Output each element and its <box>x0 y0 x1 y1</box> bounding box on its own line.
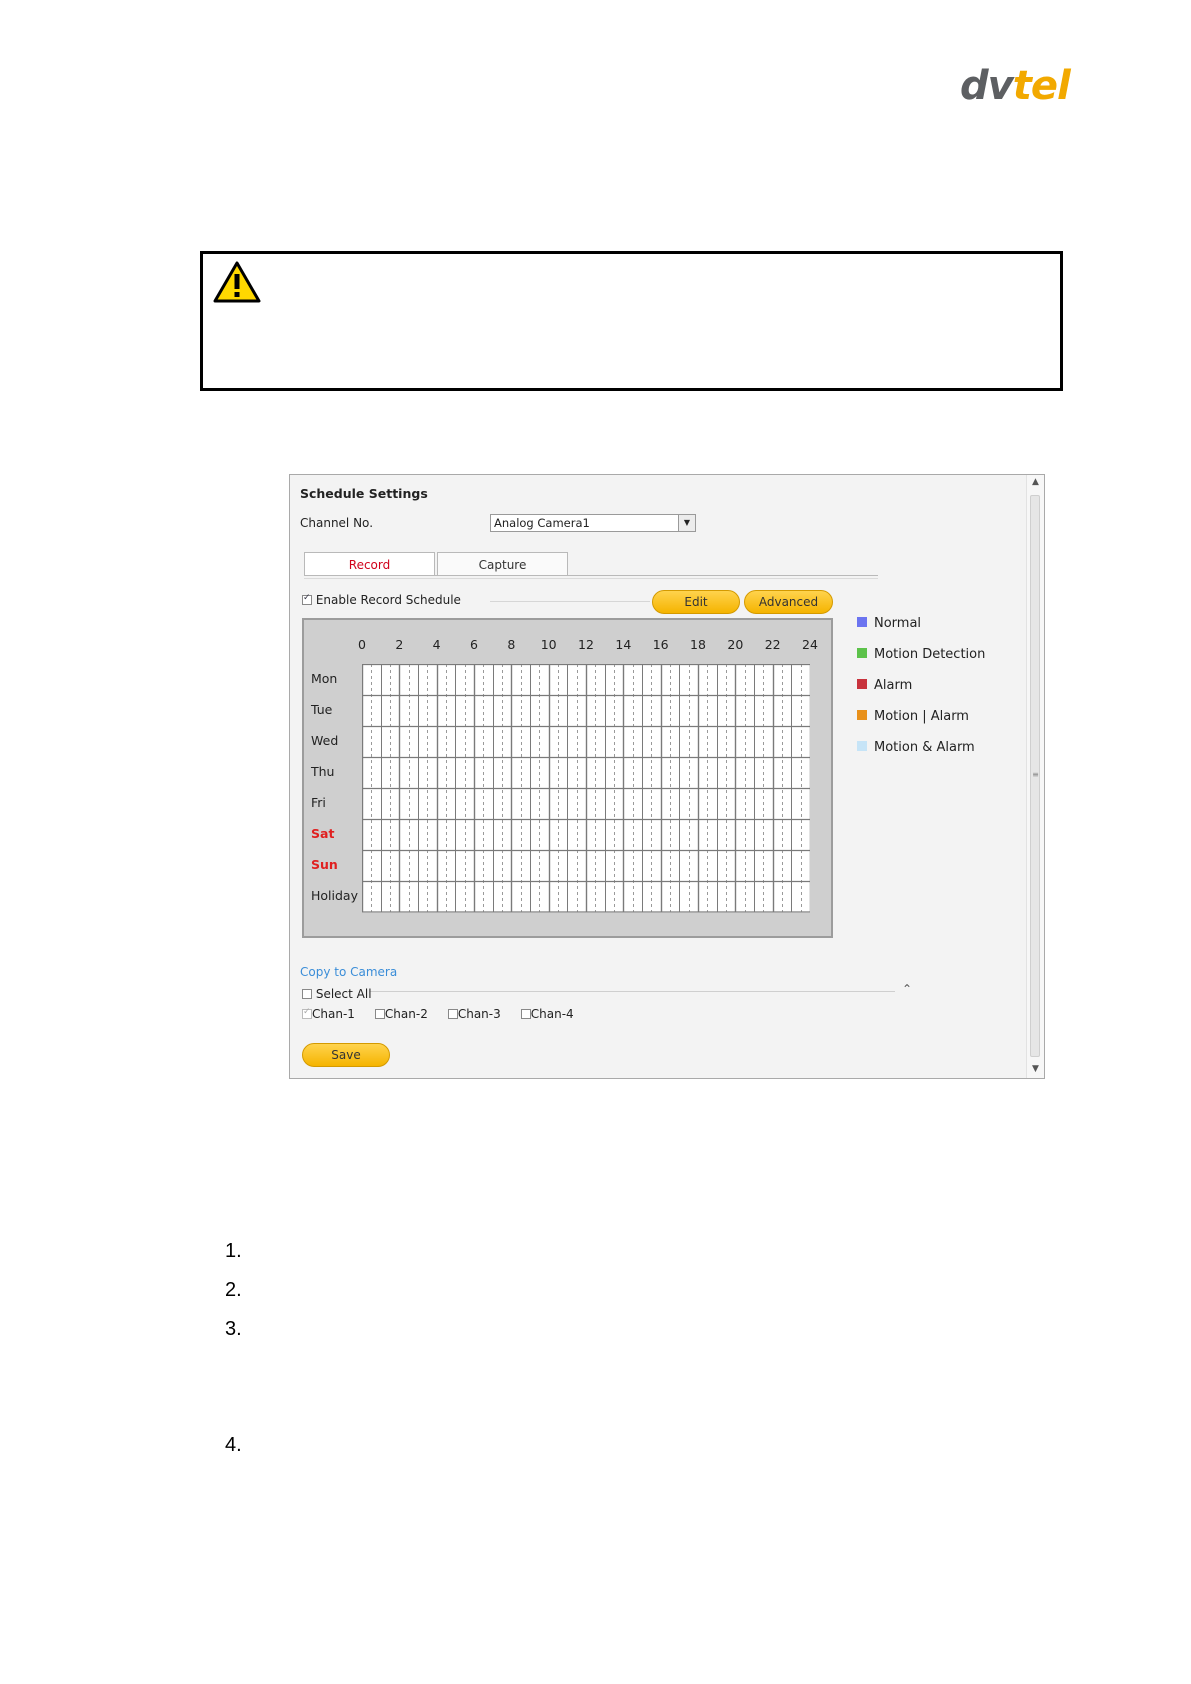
legend-label: Motion | Alarm <box>874 709 969 724</box>
legend-item <box>857 616 921 631</box>
legend-swatch <box>857 617 867 627</box>
select-all-checkbox[interactable] <box>302 989 312 999</box>
enable-divider <box>490 601 650 602</box>
day-label: Mon <box>311 671 338 686</box>
hour-label: 8 <box>507 637 516 652</box>
step-number: 3. <box>225 1318 242 1340</box>
channel-checkbox[interactable] <box>521 1009 531 1019</box>
hour-label: 6 <box>470 637 478 652</box>
hour-label: 12 <box>578 637 594 652</box>
schedule-settings-panel <box>289 474 1045 1079</box>
channel-checkbox <box>302 1009 312 1019</box>
enable-record-schedule[interactable] <box>302 593 461 607</box>
tab-record[interactable]: Record <box>304 552 435 576</box>
channel-option <box>302 1007 355 1021</box>
legend-label: Normal <box>874 616 922 631</box>
logo-dv: dv <box>960 63 1013 109</box>
day-label: Holiday <box>311 888 358 903</box>
hour-label: 10 <box>540 637 557 652</box>
hour-label: 2 <box>395 637 404 652</box>
save-button[interactable]: Save <box>302 1043 390 1067</box>
channel-select-value: Analog Camera1 <box>494 516 590 530</box>
select-all-label: Select All <box>315 987 372 1001</box>
vertical-scrollbar[interactable] <box>1026 475 1044 1078</box>
legend-label: Alarm <box>874 678 913 693</box>
day-label: Sat <box>311 826 335 841</box>
channel-label: Chan-1 <box>312 1007 355 1021</box>
legend-swatch <box>857 741 867 751</box>
select-all[interactable] <box>302 987 372 1001</box>
hour-label: 20 <box>727 637 744 652</box>
hour-label: 0 <box>358 637 366 652</box>
channel-option[interactable] <box>521 1007 574 1021</box>
scroll-up-icon[interactable]: ▲ <box>1032 477 1039 487</box>
channel-label: Chan-4 <box>530 1007 574 1021</box>
day-label: Thu <box>311 764 335 779</box>
hour-label: 24 <box>802 637 818 652</box>
channel-select[interactable] <box>490 514 696 532</box>
channel-label: Chan-3 <box>457 1007 501 1021</box>
collapse-icon[interactable]: ⌃ <box>902 982 913 996</box>
step-number: 1. <box>225 1240 242 1262</box>
copy-to-camera-link[interactable]: Copy to Camera <box>300 965 398 979</box>
legend-item <box>857 647 985 662</box>
hour-label: 16 <box>652 637 669 652</box>
channel-option[interactable] <box>375 1007 428 1021</box>
scroll-down-icon[interactable]: ▼ <box>1032 1064 1039 1074</box>
schedule-grid <box>302 618 833 938</box>
copy-divider <box>370 991 895 992</box>
legend-swatch <box>857 679 867 689</box>
step-number: 2. <box>225 1279 242 1301</box>
enable-checkbox[interactable] <box>302 595 312 605</box>
hour-label: 22 <box>764 637 781 652</box>
day-label: Fri <box>311 795 326 810</box>
logo-tel: tel <box>1012 63 1070 109</box>
hour-label: 14 <box>615 637 632 652</box>
advanced-button[interactable]: Advanced <box>744 590 833 614</box>
step-number: 4. <box>225 1434 242 1456</box>
warning-box <box>200 251 1063 391</box>
hour-label: 4 <box>432 637 441 652</box>
warning-icon <box>213 260 261 304</box>
day-label: Tue <box>311 702 333 717</box>
chevron-down-icon[interactable]: ▼ <box>678 515 695 531</box>
channel-label: Chan-2 <box>384 1007 428 1021</box>
hour-label: 18 <box>690 637 706 652</box>
channel-label: Channel No. <box>300 516 374 530</box>
tab-divider-shadow <box>304 578 878 579</box>
legend-item <box>857 709 969 724</box>
legend-item <box>857 678 912 693</box>
legend-swatch <box>857 710 867 720</box>
day-label: Sun <box>311 857 338 872</box>
enable-label: Enable Record Schedule <box>315 593 461 607</box>
scroll-grip-icon: ≡ <box>1032 770 1039 779</box>
legend-label: Motion Detection <box>874 647 986 662</box>
dvtel-logo <box>960 63 1070 109</box>
day-label: Wed <box>311 733 339 748</box>
legend-item <box>857 740 975 755</box>
tab-capture[interactable]: Capture <box>437 552 568 576</box>
legend-swatch <box>857 648 867 658</box>
edit-button[interactable]: Edit <box>652 590 740 614</box>
channel-option[interactable] <box>448 1007 501 1021</box>
legend-label: Motion & Alarm <box>874 740 975 755</box>
panel-title: Schedule Settings <box>300 486 428 501</box>
channel-checkbox[interactable] <box>375 1009 385 1019</box>
channel-checkbox[interactable] <box>448 1009 458 1019</box>
channel-checkboxes <box>302 1007 594 1021</box>
schedule-timeline[interactable] <box>362 664 810 913</box>
tab-divider <box>304 575 878 576</box>
